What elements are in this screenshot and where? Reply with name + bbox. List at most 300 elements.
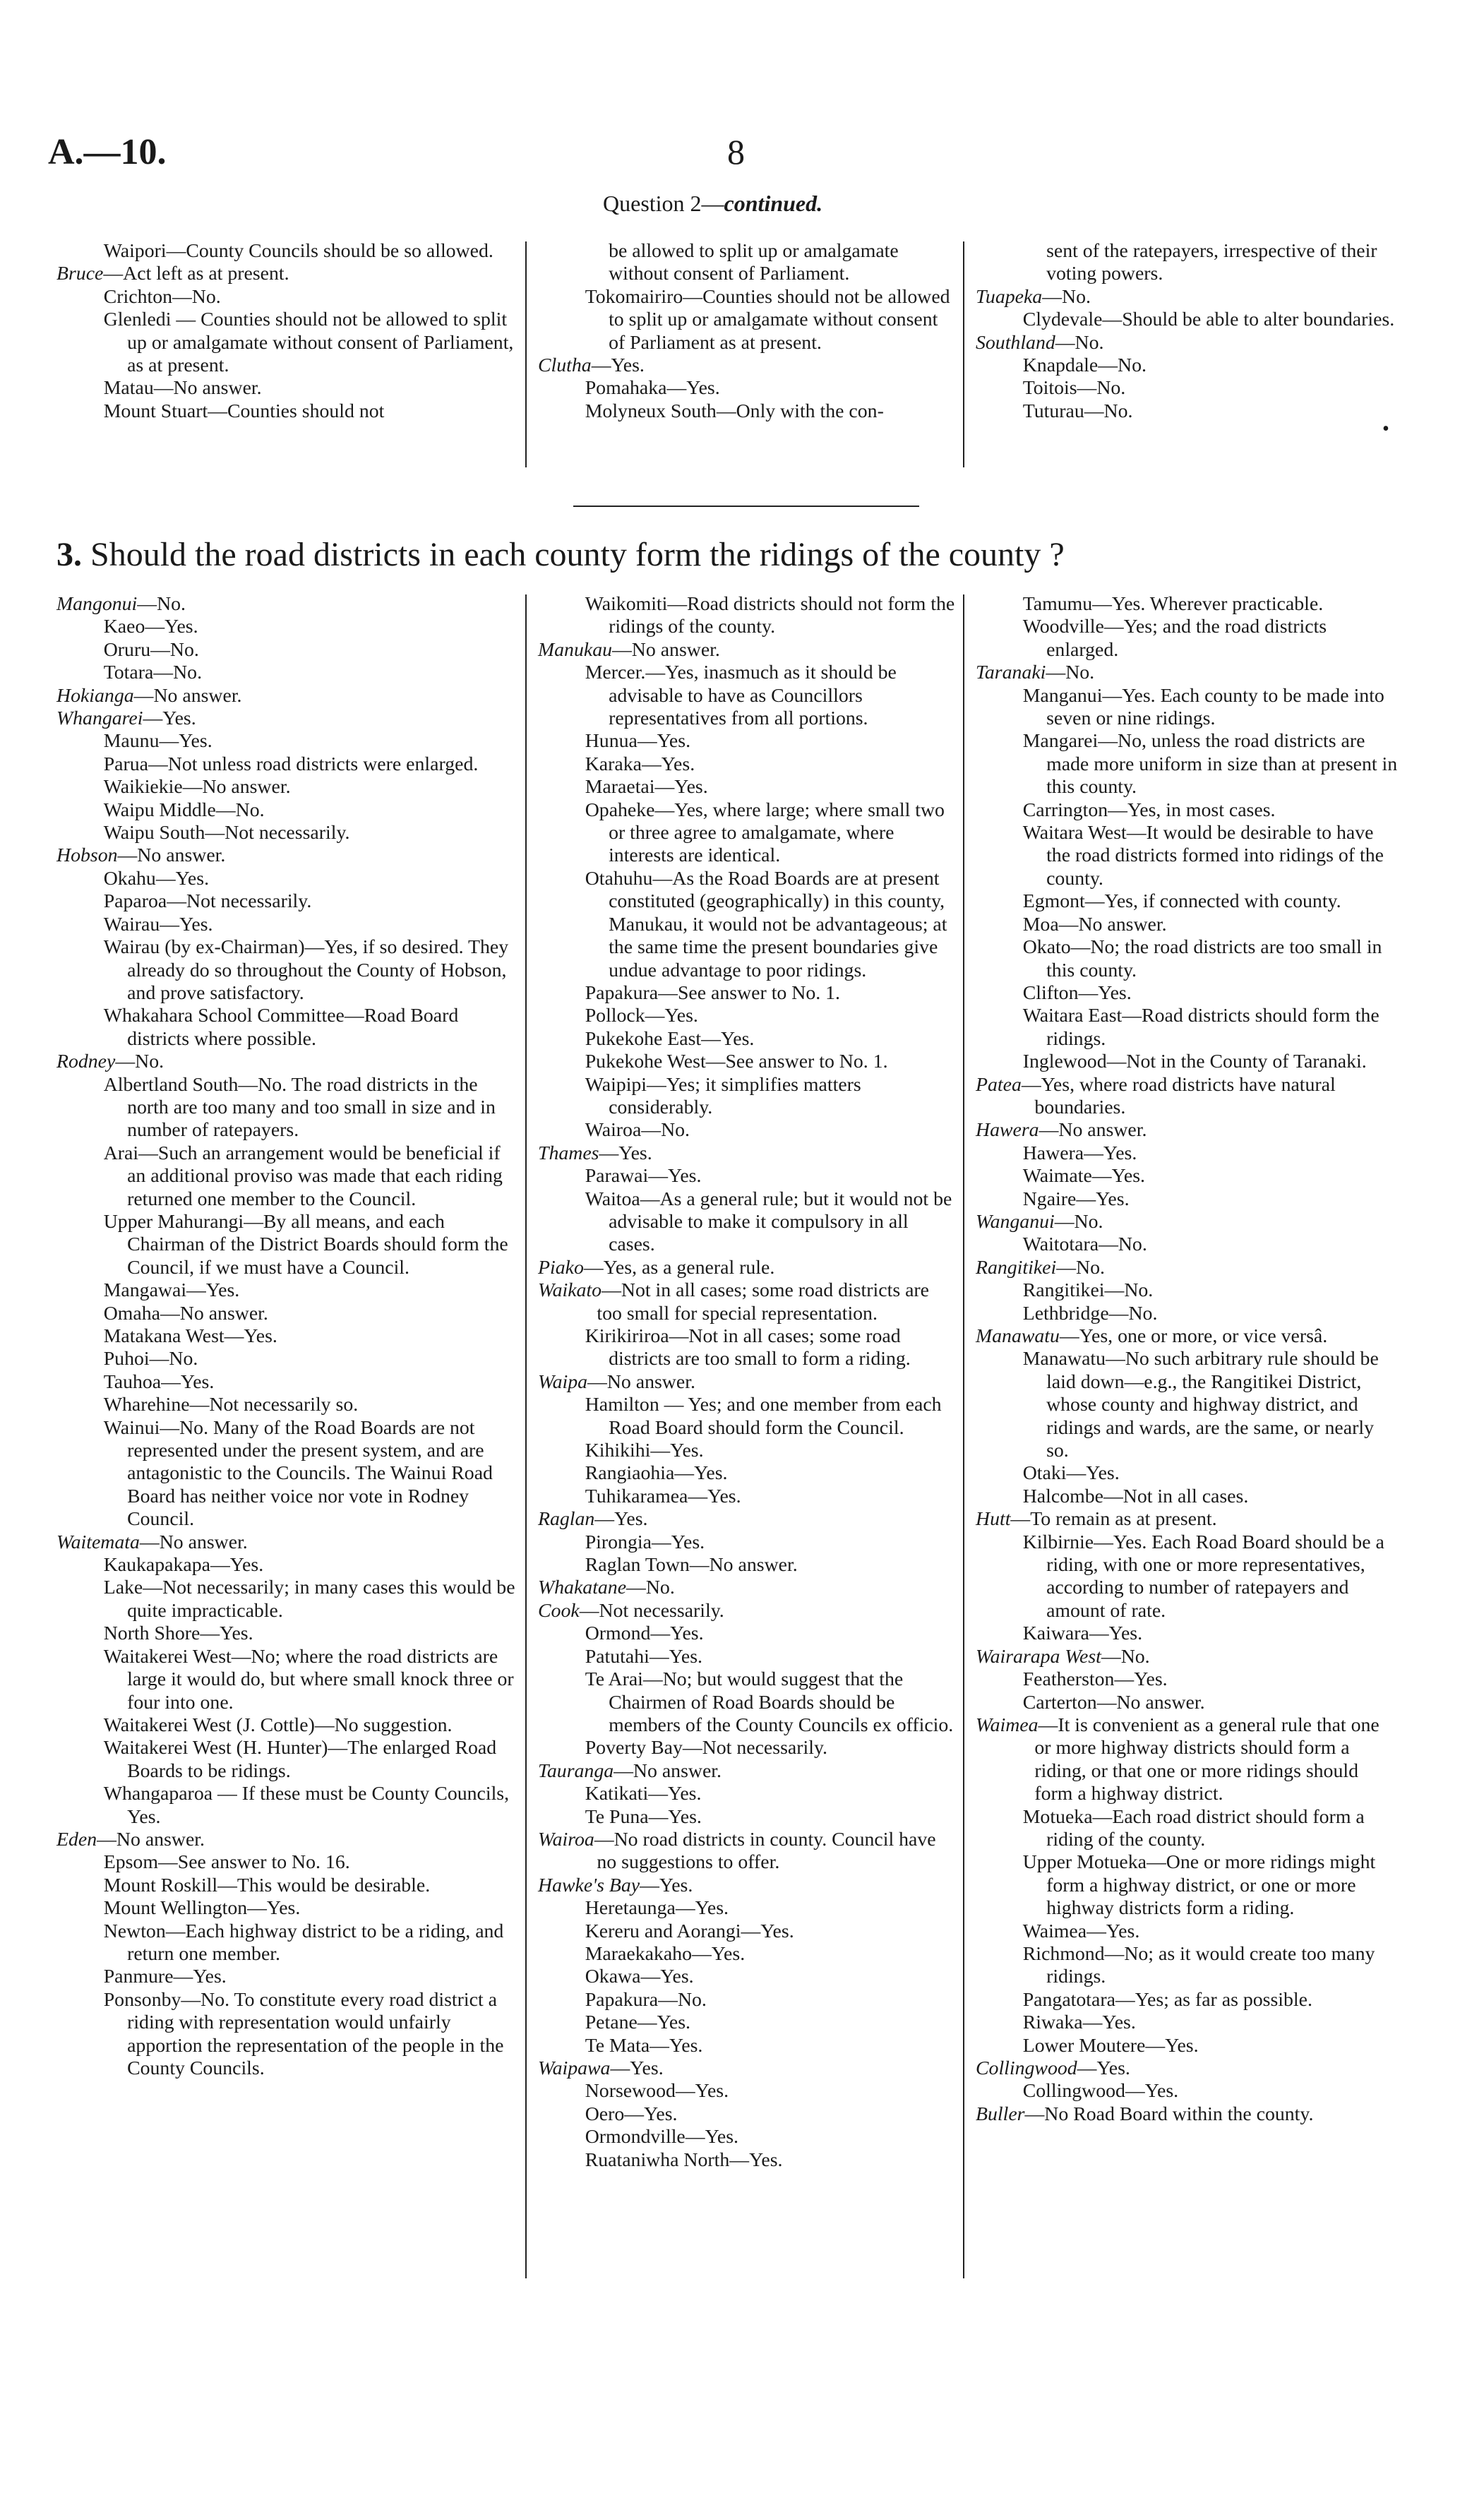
q3-column-1 (56, 593, 522, 2080)
county-entry (56, 1051, 522, 1073)
entry-text: Tamumu—Yes. Wherever practicable. (1022, 593, 1324, 615)
district-entry (976, 1142, 1399, 1165)
district-entry (538, 1554, 959, 1577)
county-name: Wairoa (538, 1828, 594, 1851)
district-entry (56, 1577, 522, 1622)
district-entry (538, 1668, 959, 1737)
district-entry (976, 400, 1399, 423)
entry-text: Waipu South—Not necessarily. (103, 822, 350, 844)
county-name: Wairarapa West (976, 1645, 1101, 1668)
district-entry (56, 1920, 522, 1966)
entry-text: Kirikiriroa—Not in all cases; some road districts are too small to form a riding. (585, 1325, 911, 1370)
district-entry (538, 982, 959, 1005)
entry-text: sent of the ratepayers, irrespective of their voting powers. (1046, 240, 1377, 285)
entry-text: Clydevale—Should be able to alter boundaries. (1022, 309, 1395, 331)
district-entry (976, 1462, 1399, 1485)
entry-text: Maraekakaho—Yes. (585, 1942, 746, 1965)
county-name: Thames (538, 1142, 599, 1164)
county-name: Cook (538, 1599, 580, 1622)
district-entry (976, 2011, 1399, 2034)
county-entry (976, 1257, 1399, 1279)
district-entry (538, 240, 959, 286)
county-name: Hawke's Bay (538, 1874, 640, 1896)
county-name: Wanganui (976, 1210, 1055, 1233)
county-entry (538, 639, 959, 662)
district-entry (976, 354, 1399, 377)
entry-text: Moa—No answer. (1022, 913, 1167, 935)
entry-text: Raglan Town—No answer. (585, 1554, 798, 1577)
entry-text: —It is convenient as a general rule that one or more highway districts should form a riding, or that one or more ridings should form a highway district. (1034, 1714, 1380, 1805)
district-entry (976, 1622, 1399, 1645)
county-name: Whakatane (538, 1577, 627, 1599)
entry-text: —Yes, where road districts have natural boundaries. (1021, 1073, 1336, 1118)
district-entry (538, 1005, 959, 1027)
district-entry (976, 730, 1399, 799)
entry-text: Carterton—No answer. (1022, 1691, 1205, 1714)
entry-text: Waitakerei West—No; where the road districts are large it would do, but where small knock three or four into one. (103, 1645, 514, 1714)
district-entry (56, 309, 522, 377)
entry-text: —No answer. (612, 638, 720, 661)
district-entry (976, 1668, 1399, 1691)
district-entry (976, 309, 1399, 331)
district-entry (538, 2035, 959, 2057)
county-name: Patea (976, 1073, 1022, 1096)
section-divider (573, 506, 919, 507)
entry-text: Waitoa—As a general rule; but it would not be advisable to make it compulsory in all cases. (585, 1188, 952, 1256)
county-entry (976, 286, 1399, 309)
entry-text: —No answer. (133, 684, 242, 707)
district-entry (56, 1325, 522, 1348)
entry-text: Parua—Not unless road districts were enlarged. (103, 753, 479, 775)
district-entry (976, 982, 1399, 1005)
county-name: Taranaki (976, 662, 1046, 684)
district-entry (56, 1211, 522, 1279)
county-entry (56, 263, 522, 285)
entry-text: —Yes. (143, 707, 196, 730)
question-3-text: Should the road districts in each county form the ridings of the county ? (90, 536, 1065, 573)
entry-text: Egmont—Yes, if connected with county. (1022, 890, 1341, 913)
county-name: Hokianga (56, 684, 134, 707)
entry-text: Hamilton — Yes; and one member from each Road Board should form the Council. (585, 1394, 942, 1439)
entry-text: Featherston—Yes. (1022, 1668, 1168, 1691)
entry-text: —No answer. (587, 1370, 695, 1393)
entry-text: Mercer.—Yes, inasmuch as it should be advisable to have as Councillors representatives from all portions. (585, 662, 897, 730)
county-name: Whangarei (56, 707, 143, 730)
entry-text: Waipipi—Yes; it simplifies matters considerably. (585, 1073, 861, 1118)
entry-text: —No answer. (117, 844, 226, 867)
county-name: Clutha (538, 354, 592, 377)
entry-text: Oruru—No. (103, 638, 199, 661)
district-entry (56, 1737, 522, 1783)
district-entry (56, 1142, 522, 1211)
district-entry (538, 662, 959, 730)
county-entry (538, 1371, 959, 1394)
district-entry (976, 1348, 1399, 1462)
entry-text: Waitakerei West (J. Cottle)—No suggestion. (103, 1714, 453, 1736)
county-name: Bruce (56, 263, 104, 285)
entry-text: Hunua—Yes. (585, 730, 691, 753)
district-entry (538, 2103, 959, 2126)
district-entry (976, 1165, 1399, 1188)
entry-text: Mount Stuart—Counties should not (103, 400, 385, 422)
entry-text: Heretaunga—Yes. (585, 1897, 729, 1920)
district-entry (56, 1966, 522, 1988)
entry-text: Paparoa—Not necessarily. (103, 890, 312, 913)
county-entry (56, 707, 522, 730)
entry-text: Petane—Yes. (585, 2011, 691, 2034)
district-entry (538, 1119, 959, 1142)
entry-text: Papakura—No. (585, 1988, 707, 2011)
page-number: 8 (727, 132, 745, 172)
entry-text: Waitara West—It would be desirable to have the road districts formed into ridings of the county. (1022, 822, 1384, 890)
entry-text: Kaiwara—Yes. (1022, 1622, 1143, 1645)
district-entry (538, 1920, 959, 1943)
entry-text: Pirongia—Yes. (585, 1531, 705, 1553)
district-entry (538, 1943, 959, 1966)
district-entry (56, 639, 522, 662)
district-entry (56, 890, 522, 913)
entry-text: Epsom—See answer to No. 16. (103, 1851, 350, 1874)
district-entry (56, 1554, 522, 1577)
entry-text: Whangaparoa — If these must be County Councils, Yes. (103, 1783, 510, 1828)
district-entry (976, 1531, 1399, 1623)
district-entry (538, 776, 959, 799)
county-entry (976, 1211, 1399, 1233)
county-entry (538, 1577, 959, 1599)
entry-text: Waitakerei West (H. Hunter)—The enlarged Road Boards to be ridings. (103, 1737, 497, 1782)
district-entry (976, 890, 1399, 913)
entry-text: Halcombe—Not in all cases. (1022, 1485, 1249, 1507)
entry-text: Newton—Each highway district to be a riding, and return one member. (103, 1920, 504, 1965)
district-entry (538, 1897, 959, 1920)
entry-text: Kihikihi—Yes. (585, 1440, 704, 1462)
county-entry (976, 1646, 1399, 1668)
district-entry (538, 1783, 959, 1805)
entry-text: Waitotara—No. (1022, 1233, 1147, 1256)
district-entry (976, 1485, 1399, 1508)
district-entry (976, 936, 1399, 982)
entry-text: Kilbirnie—Yes. Each Road Board should be a riding, with one or more representatives, according to number of ratepayers and amount of rate. (1022, 1531, 1384, 1622)
column-divider (525, 594, 527, 2278)
entry-text: Tuturau—No. (1022, 400, 1133, 422)
entry-text: Otahuhu—As the Road Boards are at present constituted (geographically) in this county, Manukau, it would not be advantageous; at the same time the present boundaries give undue advantage to poor ridings. (585, 867, 947, 981)
entry-text: Pangatotara—Yes; as far as possible. (1022, 1988, 1312, 2011)
county-entry (538, 1760, 959, 1783)
entry-text: —No answer. (1039, 1119, 1147, 1142)
district-entry (538, 1028, 959, 1051)
entry-text: —Yes. (1077, 2057, 1130, 2079)
entry-text: —No. (1101, 1645, 1150, 1668)
county-name: Hobson (56, 844, 118, 867)
district-entry (538, 1806, 959, 1829)
district-entry (56, 1279, 522, 1302)
county-name: Waipa (538, 1370, 588, 1393)
entry-text: Norsewood—Yes. (585, 2080, 729, 2103)
entry-text: —Not necessarily. (579, 1599, 724, 1622)
district-entry (538, 1074, 959, 1120)
entry-text: Mangawai—Yes. (103, 1279, 240, 1302)
county-entry (538, 1600, 959, 1622)
entry-text: —Yes. (594, 1508, 648, 1531)
entry-text: Tokomairiro—Counties should not be allowed to split up or amalgamate without consent of Parliament as at present. (585, 285, 950, 354)
district-entry (976, 685, 1399, 731)
entry-text: Waimea—Yes. (1022, 1920, 1140, 1942)
county-name: Southland (976, 331, 1055, 354)
county-entry (976, 1325, 1399, 1348)
district-entry (538, 1165, 959, 1188)
district-entry (538, 400, 959, 423)
entry-text: —Not in all cases; some road districts are too small for special representation. (597, 1279, 930, 1325)
column-divider (963, 594, 964, 2278)
district-entry (56, 868, 522, 890)
county-entry (976, 2103, 1399, 2126)
entry-text: Glenledi — Counties should not be allowed to split up or amalgamate without consent of Parliament, as at present. (103, 309, 514, 377)
entry-text: —No. (626, 1577, 675, 1599)
district-entry (56, 662, 522, 684)
entry-text: Kaeo—Yes. (103, 616, 198, 638)
entry-text: —Yes. (640, 1874, 693, 1896)
district-entry (538, 1622, 959, 1645)
district-entry (976, 377, 1399, 400)
entry-text: Carrington—Yes, in most cases. (1022, 799, 1276, 821)
county-name: Raglan (538, 1508, 595, 1531)
entry-text: Wairau (by ex-Chairman)—Yes, if so desired. They already do so throughout the County of Hobson, and prove satisfactory. (103, 936, 509, 1004)
county-entry (538, 1875, 959, 1897)
entry-text: Okahu—Yes. (103, 867, 210, 890)
county-entry (56, 844, 522, 867)
county-entry (538, 1279, 959, 1325)
county-name: Collingwood (976, 2057, 1077, 2079)
district-entry (56, 776, 522, 799)
entry-text: Otaki—Yes. (1022, 1462, 1120, 1485)
entry-text: Maraetai—Yes. (585, 776, 708, 799)
district-entry (56, 1005, 522, 1051)
entry-text: Okawa—Yes. (585, 1966, 694, 1988)
entry-text: Papakura—See answer to No. 1. (585, 981, 840, 1004)
entry-text: —No Road Board within the county. (1024, 2103, 1314, 2125)
entry-text: —No road districts in county. Council have no suggestions to offer. (594, 1828, 936, 1874)
entry-text: —Yes. (591, 354, 645, 377)
district-entry (538, 1188, 959, 1257)
entry-text: North Shore—Yes. (103, 1622, 253, 1645)
district-entry (538, 1325, 959, 1371)
county-entry (976, 332, 1399, 354)
entry-text: —No. (115, 1051, 164, 1073)
entry-text: Lower Moutere—Yes. (1022, 2034, 1199, 2057)
district-entry (538, 2149, 959, 2172)
entry-text: —No. (137, 593, 186, 615)
q2-column-2 (538, 240, 959, 423)
entry-text: Puhoi—No. (103, 1348, 198, 1370)
district-entry (538, 2011, 959, 2034)
entry-text: Te Puna—Yes. (585, 1805, 702, 1828)
district-entry (976, 799, 1399, 822)
district-entry (56, 1851, 522, 1874)
entry-text: Waipu Middle—No. (103, 799, 265, 821)
entry-text: Ngaire—Yes. (1022, 1188, 1130, 1210)
district-entry (538, 2126, 959, 2148)
entry-text: —To remain as at present. (1010, 1508, 1217, 1531)
entry-text: Manawatu—No such arbitrary rule should be laid down—e.g., the Rangitikei District, whose county and highway district, and ridings and wards, are the same, or nearly so. (1022, 1348, 1379, 1462)
question-2-header (603, 191, 822, 217)
question-3-number: 3. (56, 536, 82, 573)
district-entry (56, 822, 522, 844)
district-entry (976, 593, 1399, 616)
district-entry (976, 1005, 1399, 1051)
district-entry (56, 753, 522, 776)
county-name: Waimea (976, 1714, 1039, 1736)
county-name: Manawatu (976, 1325, 1060, 1347)
entry-text: Te Mata—Yes. (585, 2034, 703, 2057)
entry-text: —No answer. (97, 1828, 205, 1851)
entry-text: Opaheke—Yes, where large; where small two or three agree to amalgamate, where interests are identical. (585, 799, 945, 867)
entry-text: Molyneux South—Only with the con- (585, 400, 884, 422)
entry-text: —No. (1056, 1256, 1105, 1279)
district-entry (538, 868, 959, 982)
county-name: Mangonui (56, 593, 138, 615)
entry-text: Tauhoa—Yes. (103, 1370, 215, 1393)
county-entry (538, 1508, 959, 1531)
entry-text: Upper Motueka—One or more ridings might form a highway district, or one or more highway districts form a riding. (1022, 1851, 1376, 1920)
county-name: Waikato (538, 1279, 602, 1302)
district-entry (538, 1737, 959, 1759)
district-entry (538, 1966, 959, 1988)
entry-text: Totara—No. (103, 662, 203, 684)
entry-text: Wainui—No. Many of the Road Boards are not represented under the present system, and are antagonistic to the Councils. The Wainui Road Board has neither voice nor vote in Rodney Council. (103, 1416, 493, 1531)
entry-text: —No. (1055, 331, 1104, 354)
district-entry (56, 1074, 522, 1142)
district-entry (538, 2080, 959, 2103)
entry-text: —Yes. (610, 2057, 664, 2079)
entry-text: be allowed to split up or amalgamate without consent of Parliament. (609, 240, 899, 285)
entry-text: Patutahi—Yes. (585, 1645, 703, 1668)
district-entry (976, 1989, 1399, 2011)
district-entry (56, 1989, 522, 2081)
entry-text: —Act left as at present. (103, 263, 289, 285)
entry-text: Waikiekie—No answer. (103, 776, 291, 799)
entry-text: Mount Roskill—This would be desirable. (103, 1874, 431, 1896)
district-entry (56, 914, 522, 936)
district-entry (976, 1692, 1399, 1714)
district-entry (538, 377, 959, 400)
district-entry (56, 1875, 522, 1897)
stray-mark: • (1382, 418, 1389, 440)
entry-text: Oero—Yes. (585, 2103, 678, 2125)
entry-text: Manganui—Yes. Each county to be made into seven or nine ridings. (1022, 684, 1384, 730)
entry-text: Arai—Such an arrangement would be beneficial if an additional proviso was made that each riding returned one member to the Council. (103, 1142, 503, 1210)
district-entry (56, 799, 522, 822)
district-entry (56, 1714, 522, 1737)
county-entry (56, 685, 522, 707)
county-entry (538, 1142, 959, 1165)
entry-text: Wharehine—Not necessarily so. (103, 1394, 359, 1416)
county-name: Buller (976, 2103, 1025, 2125)
entry-text: Albertland South—No. The road districts in the north are too many and too small in size and in number of ratepayers. (103, 1073, 496, 1142)
district-entry (976, 1943, 1399, 1989)
county-name: Eden (56, 1828, 97, 1851)
county-name: Waipawa (538, 2057, 611, 2079)
district-entry (56, 377, 522, 400)
entry-text: Richmond—No; as it would create too many ridings. (1022, 1942, 1375, 1988)
entry-text: Wairau—Yes. (103, 913, 213, 935)
page-id: A.—10. (48, 132, 167, 172)
question-2-title: Question 2— (603, 191, 724, 216)
entry-text: —No. (1042, 285, 1091, 308)
county-entry (976, 1074, 1399, 1120)
entry-text: Waikomiti—Road districts should not form the ridings of the county. (585, 593, 955, 638)
county-entry (976, 2057, 1399, 2080)
entry-text: —No answer. (139, 1531, 248, 1553)
q2-column-1 (56, 240, 522, 423)
district-entry (976, 616, 1399, 662)
entry-text: Lake—Not necessarily; in many cases this would be quite impracticable. (103, 1577, 515, 1622)
entry-text: Knapdale—No. (1022, 354, 1147, 377)
county-entry (56, 1829, 522, 1851)
county-entry (976, 1714, 1399, 1806)
question-3-heading (56, 535, 1433, 574)
entry-text: Kaukapakapa—Yes. (103, 1554, 264, 1577)
entry-text: Kereru and Aorangi—Yes. (585, 1920, 794, 1942)
county-name: Waitemata (56, 1531, 140, 1553)
district-entry (976, 1851, 1399, 1920)
entry-text: —No. (1054, 1210, 1103, 1233)
district-entry (976, 1303, 1399, 1325)
district-entry (976, 1806, 1399, 1852)
district-entry (56, 1417, 522, 1531)
entry-text: Pomahaka—Yes. (585, 377, 720, 400)
district-entry (976, 2080, 1399, 2103)
entry-text: Wairoa—No. (585, 1119, 690, 1142)
entry-text: Pukekohe East—Yes. (585, 1027, 755, 1050)
entry-text: Ruataniwha North—Yes. (585, 2148, 783, 2171)
entry-text: Te Arai—No; but would suggest that the Chairmen of Road Boards should be members of the County Councils ex officio. (585, 1668, 954, 1736)
county-entry (538, 2057, 959, 2080)
county-name: Rodney (56, 1051, 116, 1073)
district-entry (538, 1989, 959, 2011)
column-divider (525, 241, 527, 467)
district-entry (976, 914, 1399, 936)
entry-text: Ormond—Yes. (585, 1622, 704, 1645)
district-entry (976, 1279, 1399, 1302)
district-entry (538, 1440, 959, 1462)
entry-text: Woodville—Yes; and the road districts enlarged. (1022, 616, 1327, 661)
district-entry (56, 1371, 522, 1394)
q3-column-2 (538, 593, 959, 2172)
county-entry (976, 662, 1399, 684)
entry-text: Pollock—Yes. (585, 1005, 698, 1027)
district-entry (56, 1897, 522, 1920)
district-entry (56, 1303, 522, 1325)
district-entry (538, 1485, 959, 1508)
district-entry (56, 730, 522, 753)
entry-text: —Yes, as a general rule. (583, 1256, 775, 1279)
entry-text: Rangiaohia—Yes. (585, 1462, 728, 1485)
entry-text: Mount Wellington—Yes. (103, 1897, 301, 1920)
entry-text: Ormondville—Yes. (585, 2126, 738, 2148)
district-entry (538, 593, 959, 639)
entry-text: Hawera—Yes. (1022, 1142, 1137, 1164)
district-entry (976, 822, 1399, 890)
q3-column-3 (976, 593, 1399, 2126)
district-entry (538, 1462, 959, 1485)
district-entry (56, 1394, 522, 1416)
column-divider (963, 241, 964, 467)
district-entry (56, 1646, 522, 1714)
district-entry (976, 1188, 1399, 1211)
district-entry (538, 286, 959, 354)
district-entry (56, 400, 522, 423)
entry-text: —No answer. (614, 1759, 722, 1782)
